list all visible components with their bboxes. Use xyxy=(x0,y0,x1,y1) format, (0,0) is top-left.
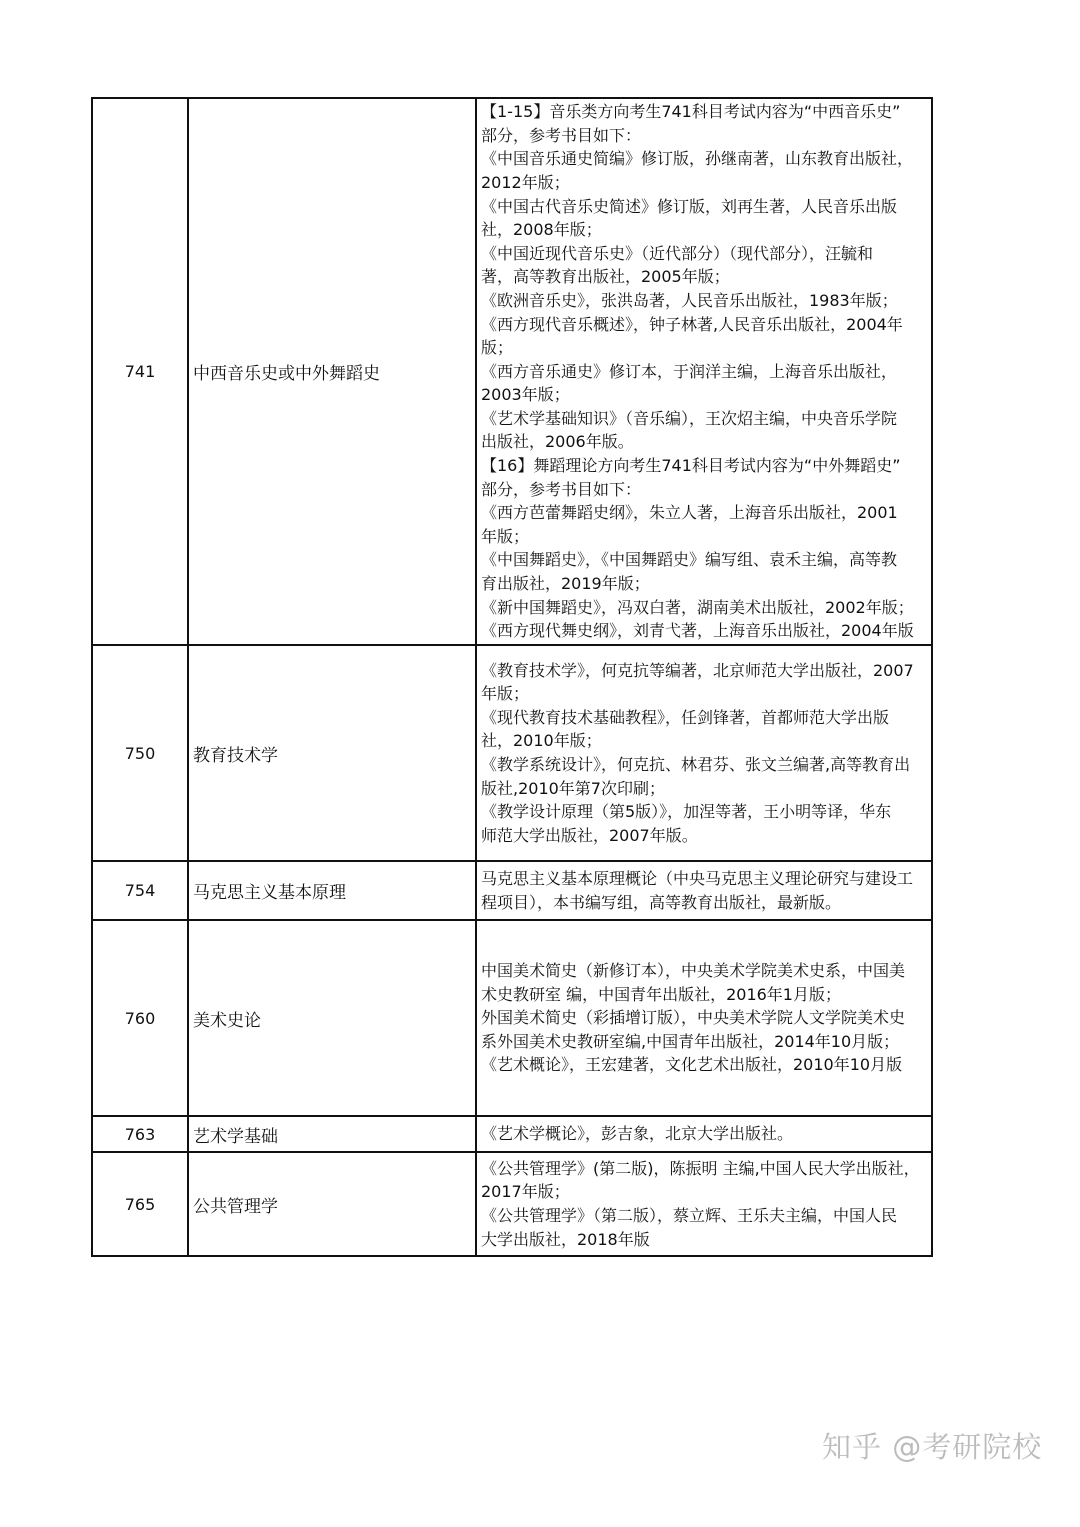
reference-books-cell xyxy=(476,1152,932,1256)
reference-line: 《中国近现代音乐史》（近代部分）（现代部分），汪毓和 xyxy=(481,243,874,263)
reference-line: 部分，参考书目如下： xyxy=(481,125,642,145)
subject-name-cell: 教育技术学 xyxy=(188,645,476,861)
reference-line: 部分，参考书目如下： xyxy=(481,479,642,499)
table-row xyxy=(92,920,932,1116)
reference-line: 《中国音乐通史简编》修订版，孙继南著，山东教育出版社， xyxy=(481,149,914,169)
subject-code-cell: 760 xyxy=(92,920,188,1116)
reference-books-cell xyxy=(476,920,932,1116)
reference-line: 《公共管理学》(第二版)，陈振明 主编,中国人民大学出版社， xyxy=(481,1158,920,1178)
table-row xyxy=(92,98,932,645)
reference-line: 大学出版社，2018年版 xyxy=(481,1229,650,1249)
reference-line: 2012年版； xyxy=(481,172,570,192)
reference-books-cell xyxy=(476,1116,932,1152)
reference-line: 《教育技术学》，何克抗等编著，北京师范大学出版社，2007 xyxy=(481,660,914,680)
reference-line: 《教学系统设计》，何克抗、林君芬、张文兰编著,高等教育出 xyxy=(481,755,911,774)
reference-line: 程项目），本书编写组，高等教育出版社，最新版。 xyxy=(481,892,842,912)
reference-line: 《西方现代舞史纲》，刘青弋著，上海音乐出版社，2004年版 xyxy=(481,621,914,641)
subject-name-cell: 美术史论 xyxy=(188,920,476,1116)
subject-code-cell: 765 xyxy=(92,1152,188,1256)
reference-line: 《艺术学基础知识》（音乐编），王次炤主编，中央音乐学院 xyxy=(481,408,898,428)
reference-line: 《西方现代音乐概述》，钟子林著,人民音乐出版社，2004年 xyxy=(481,314,903,334)
reference-line: 《教学设计原理（第5版）》，加涅等著，王小明等译，华东 xyxy=(481,802,892,822)
reference-line: 年版； xyxy=(481,526,530,546)
reference-line: 《新中国舞蹈史》，冯双白著，湖南美术出版社，2002年版； xyxy=(481,597,914,617)
reference-line: 2003年版； xyxy=(481,385,570,405)
subject-code-cell: 750 xyxy=(92,645,188,861)
reference-line: 版社,2010年第7次印刷； xyxy=(481,778,665,798)
subject-name-cell: 公共管理学 xyxy=(188,1152,476,1256)
reference-line: 年版； xyxy=(481,684,530,704)
table-row xyxy=(92,645,932,861)
reference-line: 马克思主义基本原理概论（中央马克思主义理论研究与建设工 xyxy=(481,868,914,888)
reference-books-cell xyxy=(476,861,932,920)
subject-name-cell: 艺术学基础 xyxy=(188,1116,476,1152)
subject-code-cell: 754 xyxy=(92,861,188,920)
reference-books-cell xyxy=(476,645,932,861)
reference-line: 著，高等教育出版社，2005年版； xyxy=(481,267,730,287)
subject-name-cell: 马克思主义基本原理 xyxy=(188,861,476,920)
reference-line: 育出版社，2019年版； xyxy=(481,574,650,594)
table-row xyxy=(92,1152,932,1256)
reference-line: 2017年版； xyxy=(481,1182,570,1202)
reference-line: 版； xyxy=(481,338,514,358)
reference-line: 中国美术简史（新修订本），中央美术学院美术史系，中国美 xyxy=(481,961,906,981)
reference-line: 出版社，2006年版。 xyxy=(481,432,634,452)
reference-line: 《欧洲音乐史》，张洪岛著，人民音乐出版社，1983年版； xyxy=(481,290,898,310)
reference-line: 《西方音乐通史》修订本，于润洋主编，上海音乐出版社， xyxy=(481,361,898,381)
zhihu-watermark: 知乎 @考研院校 xyxy=(822,1430,1043,1464)
reference-line: 外国美术简史（彩插增订版），中央美术学院人文学院美术史 xyxy=(481,1008,906,1028)
reference-line: 社，2010年版； xyxy=(481,731,602,751)
subject-code-cell: 763 xyxy=(92,1116,188,1152)
reference-line: 【16】舞蹈理论方向考生741科目考试内容为“中外舞蹈史” xyxy=(481,456,901,476)
reference-line: 《中国古代音乐史简述》修订版，刘再生著，人民音乐出版 xyxy=(481,196,898,216)
table-body xyxy=(92,98,932,1256)
reference-line: 《西方芭蕾舞蹈史纲》，朱立人著，上海音乐出版社，2001 xyxy=(481,503,898,523)
reference-line: 系外国美术史教研室编,中国青年出版社，2014年10月版； xyxy=(481,1031,900,1051)
reference-line: 《公共管理学》（第二版），蔡立辉、王乐夫主编，中国人民 xyxy=(481,1206,898,1225)
reference-line: 【1-15】音乐类方向考生741科目考试内容为“中西音乐史” xyxy=(481,102,901,122)
table-row xyxy=(92,861,932,920)
reference-line: 术史教研室 编，中国青年出版社，2016年1月版； xyxy=(481,984,841,1004)
reference-line: 《艺术学概论》，彭吉象，北京大学出版社。 xyxy=(481,1124,794,1144)
subject-code-cell: 741 xyxy=(92,98,188,645)
reference-line: 社，2008年版； xyxy=(481,220,602,240)
reference-line: 《中国舞蹈史》，《中国舞蹈史》编写组、袁禾主编，高等教 xyxy=(481,550,898,570)
subject-name-cell: 中西音乐史或中外舞蹈史 xyxy=(188,98,476,645)
table-row xyxy=(92,1116,932,1152)
exam-subject-table xyxy=(91,97,933,1257)
reference-books-cell xyxy=(476,98,932,645)
reference-line: 《现代教育技术基础教程》，任剑锋著，首都师范大学出版 xyxy=(481,707,890,727)
reference-line: 师范大学出版社，2007年版。 xyxy=(481,825,698,845)
reference-line: 《艺术概论》，王宏建著，文化艺术出版社，2010年10月版 xyxy=(481,1055,903,1075)
